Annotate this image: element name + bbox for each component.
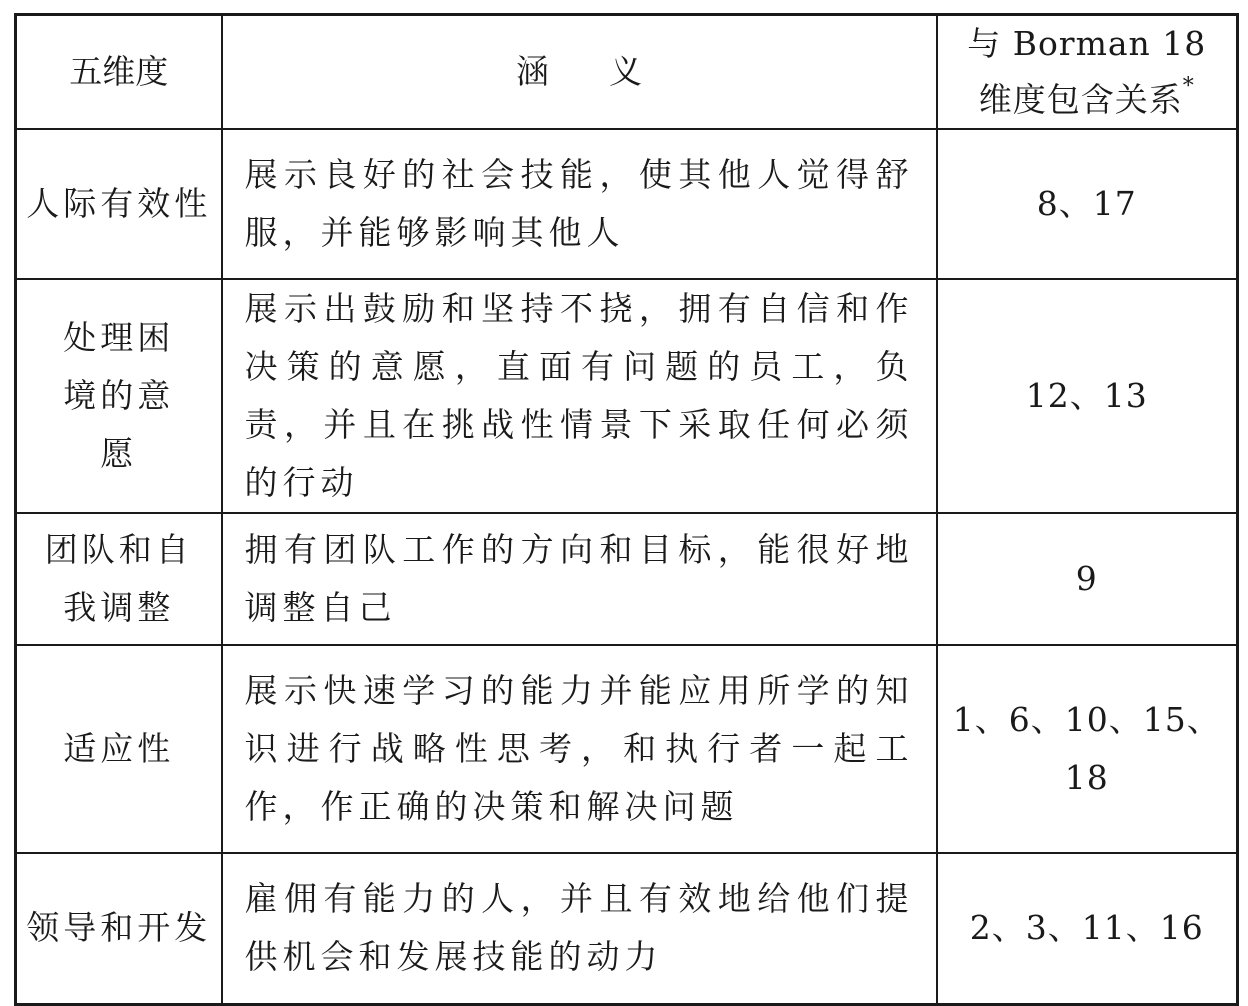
meaning-cell: 拥有团队工作的方向和目标，能很好地调整自己	[222, 513, 937, 645]
relation-cell: 1、6、10、15、18	[937, 645, 1238, 853]
relation-cell: 2、3、11、16	[937, 853, 1238, 1004]
table-header-row	[16, 15, 1238, 130]
dimension-cell: 领导和开发	[16, 853, 222, 1004]
header-dimension: 五维度	[16, 15, 222, 130]
header-relation	[937, 15, 1238, 130]
relation-cell: 8、17	[937, 129, 1238, 279]
header-relation-line2: 维度包含关系	[978, 80, 1183, 119]
table-row	[16, 279, 1238, 513]
dimension-cell: 团队和自我调整	[16, 513, 222, 645]
meaning-cell: 展示出鼓励和坚持不挠，拥有自信和作决策的意愿，直面有问题的员工，负责，并且在挑战性情景下采取任何必须的行动	[222, 279, 937, 513]
header-relation-line1: 与 Borman 18	[967, 24, 1207, 63]
dimension-cell: 处理困境的意愿	[16, 279, 222, 513]
dimension-table	[14, 13, 1239, 1006]
meaning-cell: 展示良好的社会技能，使其他人觉得舒服，并能够影响其他人	[222, 129, 937, 279]
meaning-cell: 雇佣有能力的人，并且有效地给他们提供机会和发展技能的动力	[222, 853, 937, 1004]
dimension-table-wrapper	[14, 13, 1236, 977]
dimension-cell: 人际有效性	[16, 129, 222, 279]
relation-cell: 9	[937, 513, 1238, 645]
header-meaning	[222, 15, 937, 130]
meaning-cell: 展示快速学习的能力并能应用所学的知识进行战略性思考，和执行者一起工作，作正确的决策和解决问题	[222, 645, 937, 853]
relation-cell: 12、13	[937, 279, 1238, 513]
header-relation-line2-wrap	[938, 72, 1237, 128]
table-row	[16, 129, 1238, 279]
header-meaning-text: 涵义	[516, 52, 702, 91]
table-row	[16, 645, 1238, 853]
dimension-cell: 适应性	[16, 645, 222, 853]
table-row	[16, 853, 1238, 1004]
table-row	[16, 513, 1238, 645]
header-relation-mark: *	[1182, 74, 1195, 99]
